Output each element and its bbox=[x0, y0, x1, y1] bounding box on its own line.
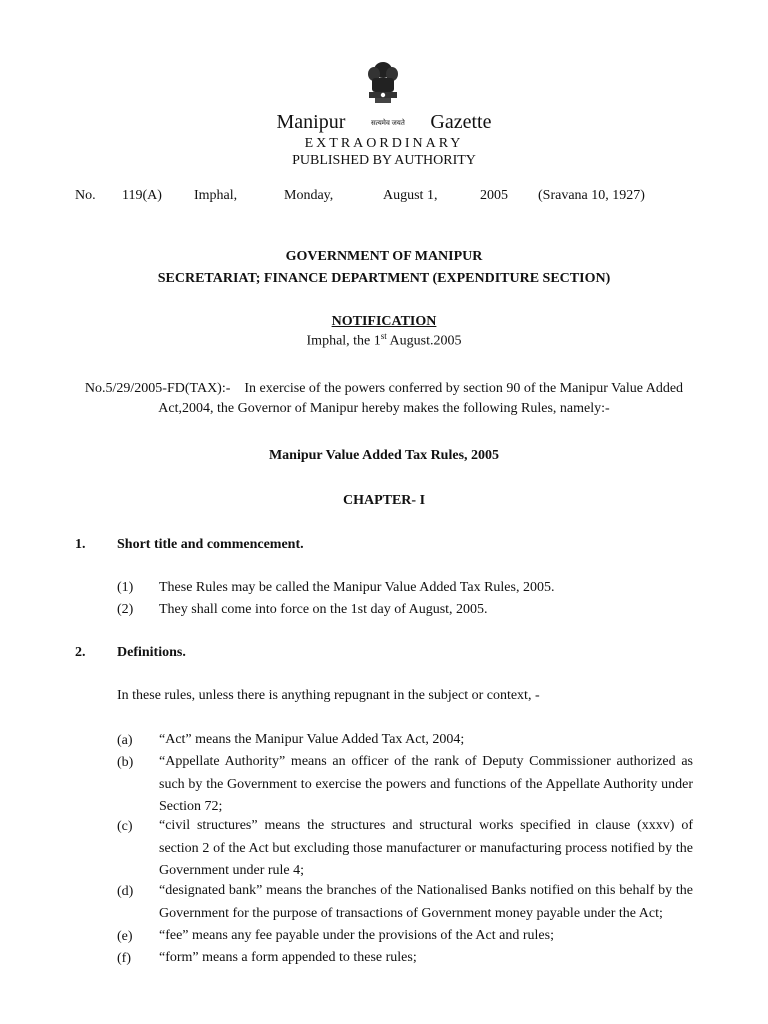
rules-title: Manipur Value Added Tax Rules, 2005 bbox=[268, 448, 500, 463]
section-1-item-number: (1) bbox=[117, 580, 134, 595]
definition-item-number: (a) bbox=[117, 733, 133, 748]
notification-body-line-1: No.5/29/2005-FD(TAX):- In exercise of the powers conferred by section 90 of the Manipur Value Added bbox=[84, 381, 684, 396]
definition-item-text: “Appellate Authority” means an officer of the rank of Deputy Commissioner authorized as such by the Government to exercise the powers and functions of the Appellate Authority under Section 72; bbox=[159, 754, 693, 814]
issue-number: 119(A) bbox=[122, 188, 162, 203]
notification-body bbox=[70, 379, 698, 419]
definition-item-text: “designated bank” means the branches of the Nationalised Banks notified on this behalf by the Government for the purpose of transactions of Government money payable under the Act; bbox=[159, 883, 693, 921]
dateline-month: August.2005 bbox=[386, 333, 462, 349]
masthead-right-word: Gazette bbox=[430, 111, 492, 133]
dateline-text: Imphal, the 1 bbox=[306, 333, 381, 349]
section-1-item-text: These Rules may be called the Manipur Value Added Tax Rules, 2005. bbox=[159, 580, 555, 595]
emblem-motto: सत्यमेव जयते bbox=[370, 118, 405, 127]
issue-place: Imphal, bbox=[194, 188, 238, 203]
notification-dateline bbox=[0, 331, 768, 350]
definition-item-text: “civil structures” means the structures and structural works specified in clause (xxxv) of section 2 of the Act but excluding those manufacturer or manufacturing process notified by the Government under rule 4; bbox=[159, 818, 693, 878]
definition-item-number: (f) bbox=[117, 951, 131, 966]
definition-item-number: (e) bbox=[117, 929, 133, 944]
dateline-superscript: st bbox=[380, 331, 387, 341]
definition-item-text: “fee” means any fee payable under the provisions of the Act and rules; bbox=[159, 928, 554, 943]
section-1-number: 1. bbox=[75, 537, 86, 552]
notification-body-line-2: Act,2004, the Governor of Manipur hereby makes the following Rules, namely:- bbox=[158, 401, 610, 416]
notification-title: NOTIFICATION bbox=[331, 314, 437, 329]
masthead-left-word: Manipur bbox=[276, 111, 346, 133]
section-2-intro: In these rules, unless there is anything repugnant in the subject or context, - bbox=[117, 688, 540, 703]
masthead-title bbox=[0, 111, 768, 134]
section-2-title: Definitions. bbox=[117, 645, 186, 660]
definition-item-text: “form” means a form appended to these rules; bbox=[159, 950, 417, 965]
section-1-title: Short title and commencement. bbox=[117, 537, 304, 552]
issue-no-label: No. bbox=[75, 188, 96, 203]
definition-item-number: (b) bbox=[117, 755, 134, 770]
issue-day: Monday, bbox=[284, 188, 334, 203]
department-heading: SECRETARIAT; FINANCE DEPARTMENT (EXPENDITURE SECTION) bbox=[157, 271, 611, 286]
definition-item-text: “Act” means the Manipur Value Added Tax Act, 2004; bbox=[159, 732, 465, 747]
section-1-item-number: (2) bbox=[117, 602, 134, 617]
issue-line bbox=[0, 188, 768, 204]
chapter-heading: CHAPTER- I bbox=[342, 493, 426, 508]
published-by-authority: PUBLISHED BY AUTHORITY bbox=[292, 153, 476, 168]
government-heading: GOVERNMENT OF MANIPUR bbox=[285, 249, 483, 264]
issue-date: August 1, bbox=[383, 188, 438, 203]
section-2-number: 2. bbox=[75, 645, 86, 660]
issue-saka-date: (Sravana 10, 1927) bbox=[538, 188, 645, 203]
issue-year: 2005 bbox=[480, 188, 508, 203]
extraordinary-label: EXTRAORDINARY bbox=[304, 136, 464, 151]
definition-item-number: (d) bbox=[117, 884, 134, 899]
section-1-item-text: They shall come into force on the 1st day of August, 2005. bbox=[159, 602, 488, 617]
definition-item-number: (c) bbox=[117, 819, 133, 834]
